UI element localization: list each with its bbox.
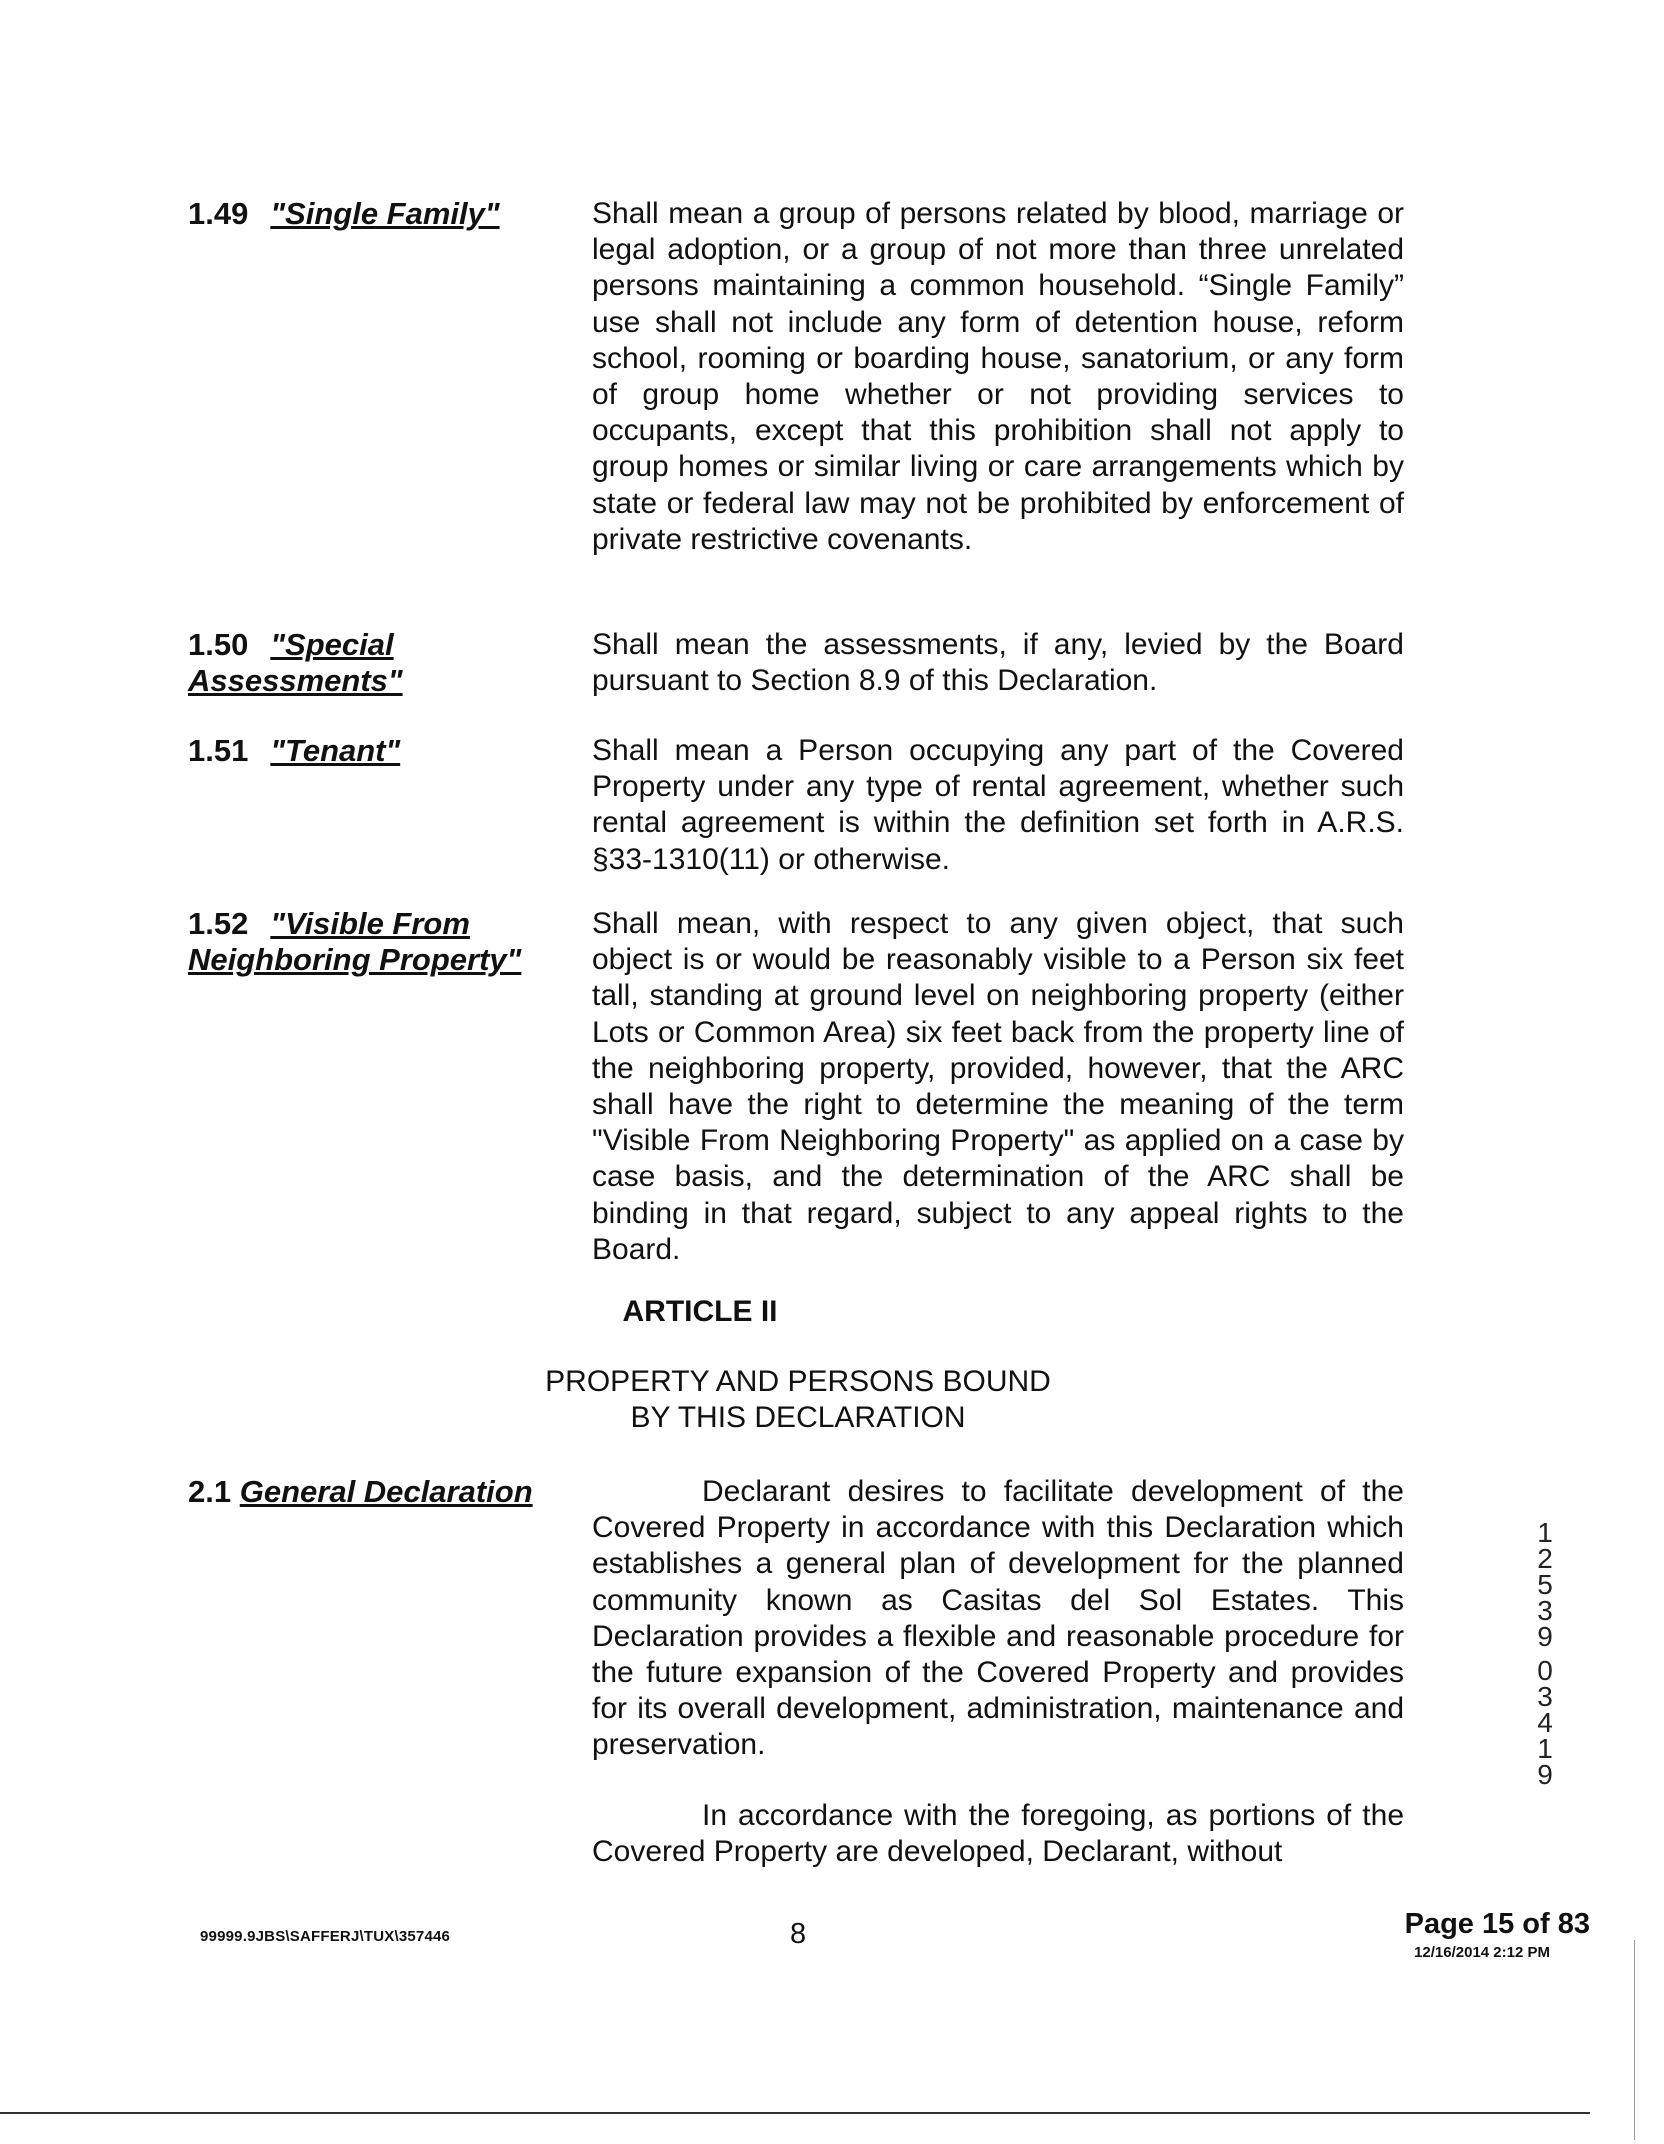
definition-term [188,906,568,978]
definition-name: "Single Family" [270,196,500,231]
recording-digit: 4 [1537,1707,1553,1738]
article-subheading-line2: BY THIS DECLARATION [630,1401,966,1434]
definition-number: 1.51 [188,733,249,768]
recording-digit: 3 [1537,1681,1553,1712]
recording-digit: 1 [1537,1733,1553,1764]
section-paragraph-1: Declarant desires to facilitate development of the Covered Property in accordance with this Declaration which establishes a general plan of development for the planned community known as Casitas del Sol Estates. This Declaration provides a flexible and reasonable procedure for the future expansion of the Covered Property and provides for its overall development, administration, maintenance and preservation. [592,1475,1404,1762]
footer-document-id: 99999.9JBS\SAFFERJ\TUX\357446 [200,1928,451,1945]
definition-number: 1.49 [188,196,249,231]
recording-digit: 5 [1537,1569,1553,1600]
definition-number: 1.50 [188,627,249,662]
definition-term [188,627,568,699]
definition-text: Shall mean a Person occupying any part of the Covered Property under any type of rental agreement, whether such rental agreement is within the definition set forth in A.R.S. §33-1310(11) or otherwise. [592,734,1404,876]
footer-page-of: Page 15 of 83 [1404,1908,1590,1940]
definition-name: "Visible From Neighboring Property" [188,906,522,977]
footer-page-number: 8 [790,1918,807,1950]
definition-name: "Tenant" [270,733,401,768]
recording-digit: 9 [1537,1759,1553,1790]
definition-text: Shall mean, with respect to any given object, that such object is or would be reasonably visible to a Person six feet tall, standing at ground level on neighboring property (either Lots or Common Area) six feet back from the property line of the neighboring property, provided, however, that the ARC shall have the right to determine the meaning of the term "Visible From Neighboring Property" as applied on a case by case basis, and the determination of the ARC shall be binding in that regard, subject to any appeal rights to the Board. [592,907,1404,1266]
article-heading: ARTICLE II [622,1295,778,1328]
recording-digit: 1 [1537,1517,1553,1548]
recording-digit: 0 [1537,1655,1553,1686]
recording-digit: 9 [1537,1621,1553,1652]
section-name: General Declaration [239,1474,533,1509]
section-term [188,1474,568,1510]
right-edge-line [1634,1940,1635,2140]
recording-number-group-1 [1530,1517,1560,1652]
section-number: 2.1 [188,1474,232,1509]
definition-number: 1.52 [188,906,249,941]
definition-text: Shall mean a group of persons related by blood, marriage or legal adoption, or a group of not more than three unrelated persons maintaining a common household. “Single Family” use shall not include any form of detention house, reform school, rooming or boarding house, sanatorium, or any form of group home whether or not providing services to occupants, except that this prohibition shall not apply to group homes or similar living or care arrangements which by state or federal law may not be prohibited by enforcement of private restrictive covenants. [592,197,1404,556]
definition-term [188,196,568,232]
article-subheading-line1: PROPERTY AND PERSONS BOUND [545,1365,1051,1398]
bottom-rule [0,2112,1590,2114]
footer-timestamp: 12/16/2014 2:12 PM [1414,1944,1550,1961]
definition-name: "Special Assessments" [188,627,403,698]
recording-digit: 3 [1537,1595,1553,1626]
section-paragraph-2: In accordance with the foregoing, as portions of the Covered Property are developed, Declarant, without [592,1799,1404,1869]
recording-digit: 2 [1537,1543,1553,1574]
definition-text: Shall mean the assessments, if any, levied by the Board pursuant to Section 8.9 of this Declaration. [592,628,1404,698]
definition-term [188,733,568,769]
recording-number-group-2 [1530,1655,1560,1790]
